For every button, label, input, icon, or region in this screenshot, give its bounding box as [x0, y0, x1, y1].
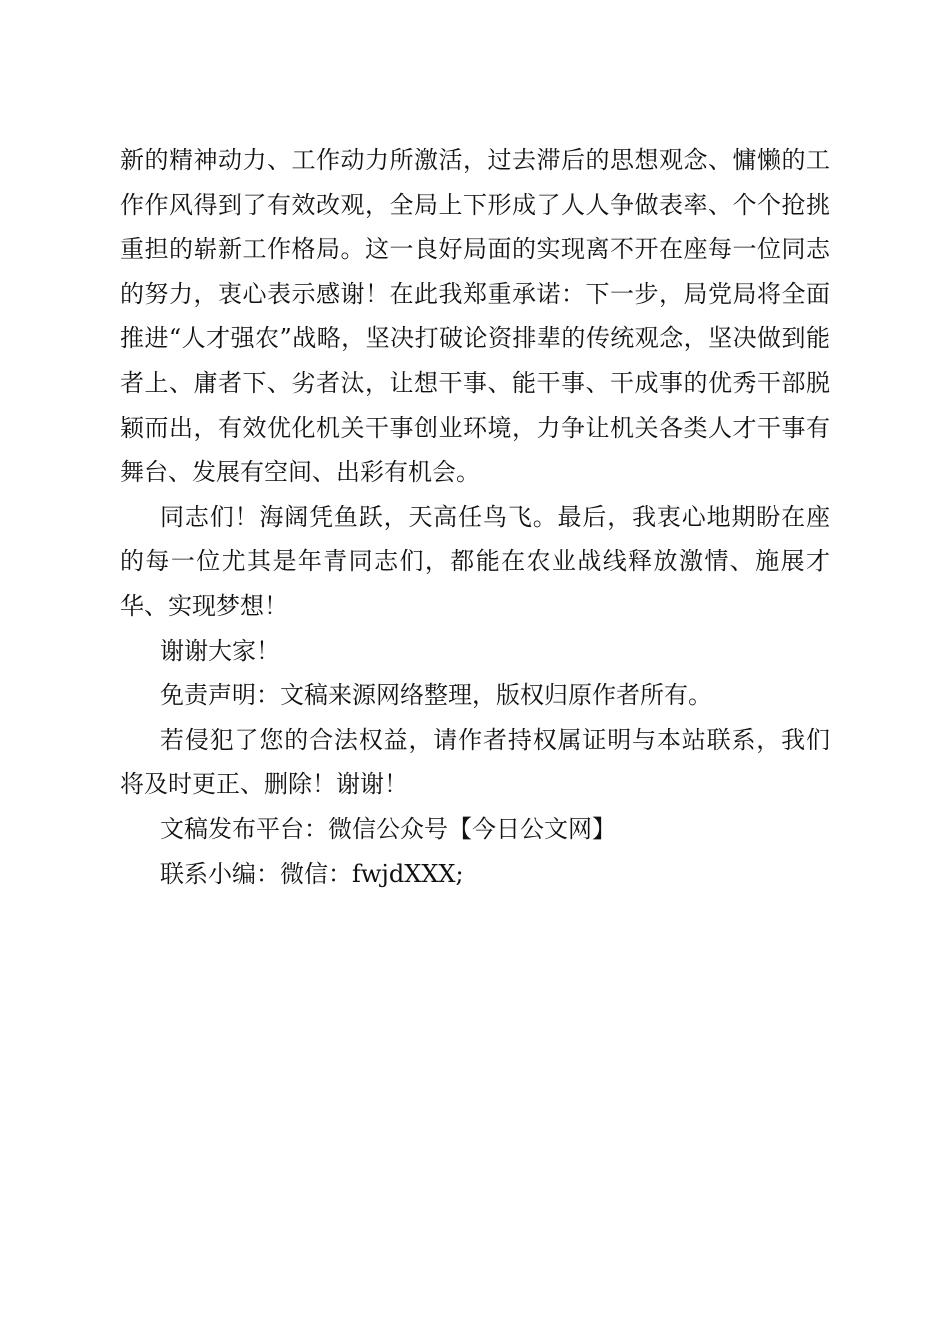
paragraph-infringement-notice: 若侵犯了您的合法权益，请作者持权属证明与本站联系，我们将及时更正、删除！谢谢！ — [120, 725, 830, 799]
paragraph-contact-editor: 联系小编：微信：fwjdXXX; — [160, 859, 464, 888]
document-body — [120, 138, 830, 896]
paragraph-closing-remarks: 同志们！海阔凭鱼跃，天高任鸟飞。最后，我衷心地期盼在座的每一位尤其是年青同志们，都能在农业战线释放激情、施展才华、实现梦想！ — [120, 502, 830, 620]
paragraph-publish-platform: 文稿发布平台：微信公众号【今日公文网】 — [160, 814, 616, 843]
paragraph-speech-continuation: 新的精神动力、工作动力所激活，过去滞后的思想观念、慵懒的工作作风得到了有效改观，全局上下形成了人人争做表率、个个抢挑重担的崭新工作格局。这一良好局面的实现离不开在座每一位同志的努力，衷心表示感谢！在此我郑重承诺：下一步，局党局将全面推进“人才强农”战略，坚决打破论资排辈的传统观念，坚决做到能者上、庸者下、劣者汰，让想干事、能干事、干成事的优秀干部脱颖而出，有效优化机关干事创业环境，力争让机关各类人才干事有舞台、发展有空间、出彩有机会。 — [120, 146, 830, 487]
paragraph-thanks: 谢谢大家！ — [160, 636, 280, 665]
paragraph-disclaimer: 免责声明：文稿来源网络整理，版权归原作者所有。 — [160, 681, 712, 710]
